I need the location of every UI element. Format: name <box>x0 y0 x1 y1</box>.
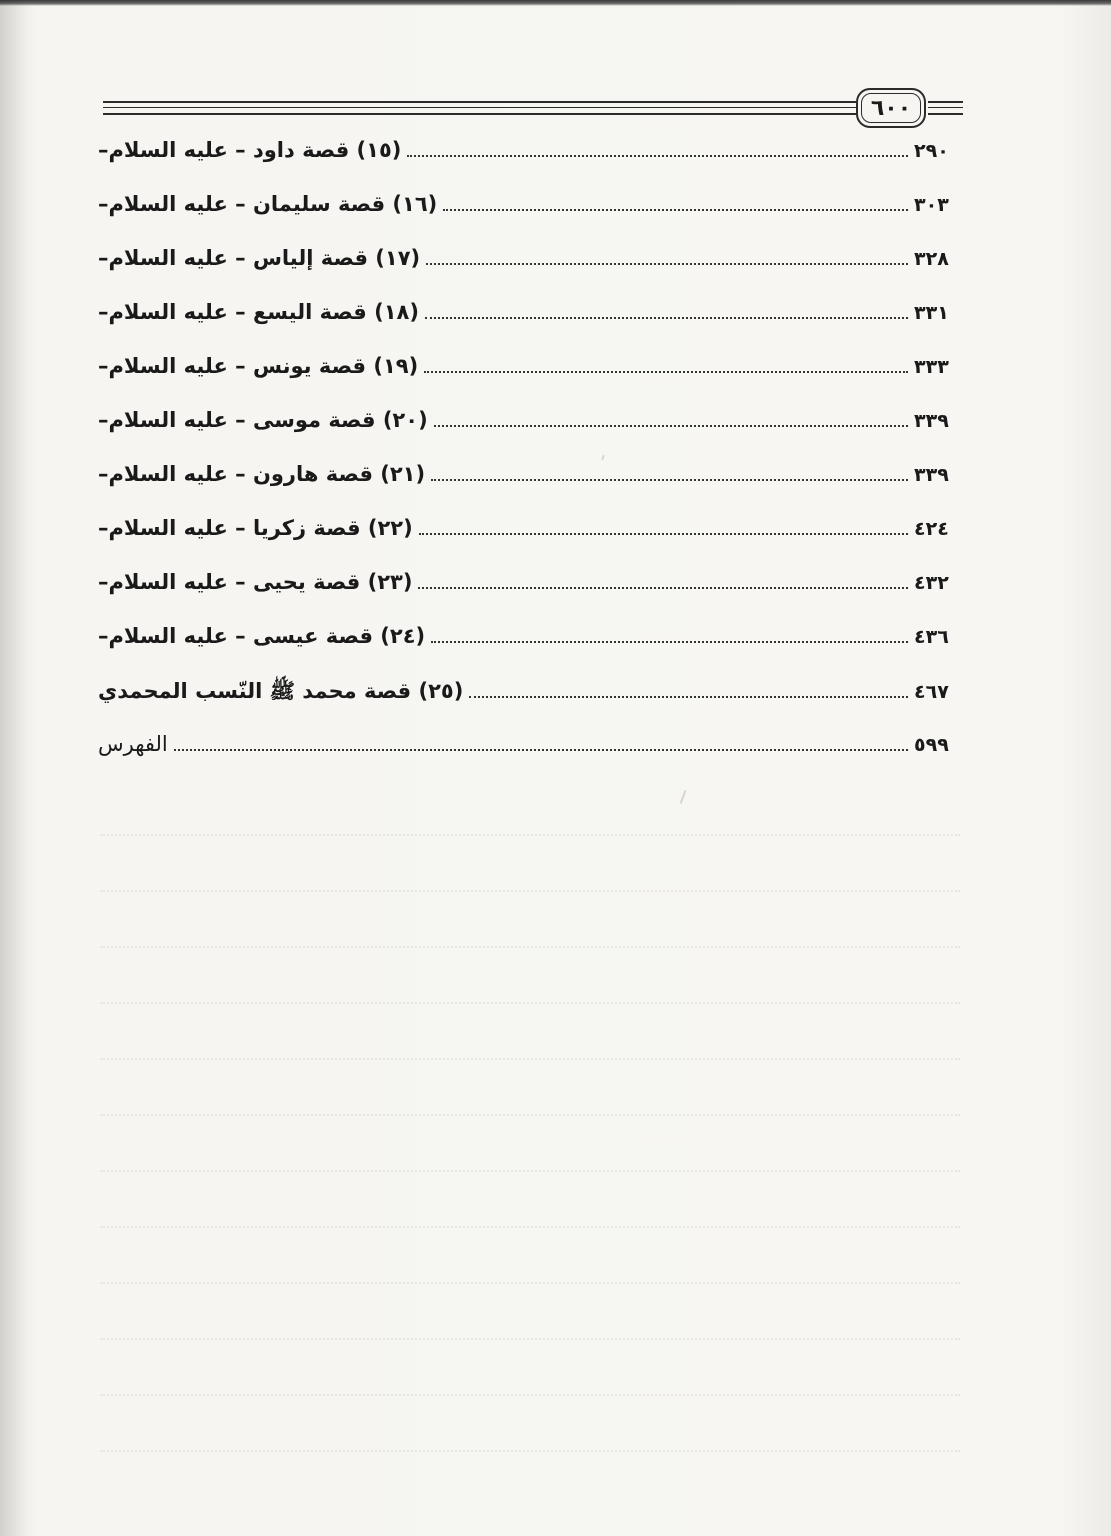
toc-entry <box>98 354 958 408</box>
toc-entry-page: ٣٢٨ <box>914 248 949 270</box>
dot-leader <box>418 587 908 589</box>
toc-entry-title: (٢١) قصة هارون – عليه السلام– <box>98 462 426 486</box>
toc-entry <box>98 624 958 678</box>
page-number: ٦٠٠ <box>870 95 912 121</box>
toc-entry <box>98 462 958 516</box>
toc-entry-page: ٥٩٩ <box>914 734 949 756</box>
dot-leader <box>424 371 908 373</box>
toc-entry-index <box>98 732 958 786</box>
dot-leader <box>431 641 908 643</box>
toc-entry-page: ٤٢٤ <box>914 518 949 540</box>
toc-entry-page: ٣٣٩ <box>914 464 949 486</box>
toc-entry <box>98 300 958 354</box>
toc-entry-title: (١٥) قصة داود – عليه السلام– <box>98 138 402 162</box>
header-rule <box>928 107 963 108</box>
toc-entry <box>98 408 958 462</box>
toc-entry-title: (١٧) قصة إلياس – عليه السلام– <box>98 246 421 270</box>
dot-leader <box>426 263 908 265</box>
toc-entry-title: (١٩) قصة يونس – عليه السلام– <box>98 354 419 378</box>
spine-shadow <box>0 0 28 1536</box>
toc-entry-page: ٤٣٢ <box>914 572 949 594</box>
header-rule <box>103 107 858 108</box>
toc-entry-title: (١٦) قصة سليمان – عليه السلام– <box>98 192 438 216</box>
toc-entry-page: ٣٣٣ <box>914 356 949 378</box>
toc-entry-page: ٤٦٧ <box>914 681 949 703</box>
toc-entry <box>98 516 958 570</box>
toc-entry-page: ٣٣١ <box>914 302 949 324</box>
header-rule <box>103 113 858 115</box>
dot-leader <box>419 533 908 535</box>
scan-top-edge <box>0 0 1111 6</box>
toc-entry-title: (٢٤) قصة عيسى – عليه السلام– <box>98 624 426 648</box>
toc-entry-title: (٢٢) قصة زكريا – عليه السلام– <box>98 516 413 540</box>
toc-entry-title: (٢٠) قصة موسى – عليه السلام– <box>98 408 428 432</box>
dot-leader <box>443 209 908 211</box>
header-rule <box>928 101 963 103</box>
toc-entry-page: ٢٩٠ <box>914 140 949 162</box>
toc-entry-page: ٣٣٩ <box>914 410 949 432</box>
dot-leader <box>425 317 908 319</box>
toc-entry <box>98 192 958 246</box>
toc-entry <box>98 246 958 300</box>
table-of-contents <box>98 138 958 786</box>
toc-entry-title: (١٨) قصة اليسع – عليه السلام– <box>98 300 419 324</box>
dot-leader <box>469 696 908 698</box>
page-number-frame <box>856 88 926 128</box>
header-rule <box>103 101 858 103</box>
toc-entry-title: (٢٥) قصة محمد ﷺ النّسب المحمدي <box>98 679 464 703</box>
dot-leader <box>434 425 908 427</box>
dot-leader <box>407 155 908 157</box>
toc-entry <box>98 138 958 192</box>
toc-entry-page: ٣٠٣ <box>914 194 949 216</box>
toc-entry-title: (٢٣) قصة يحيى – عليه السلام– <box>98 570 413 594</box>
show-through-lines <box>100 780 960 1452</box>
dot-leader <box>431 479 908 481</box>
toc-entry <box>98 570 958 624</box>
header-rule <box>928 113 963 115</box>
toc-entry <box>98 678 958 732</box>
dot-leader <box>174 749 908 751</box>
toc-entry-page: ٤٣٦ <box>914 626 949 648</box>
toc-entry-title: الفهرس <box>98 732 168 756</box>
